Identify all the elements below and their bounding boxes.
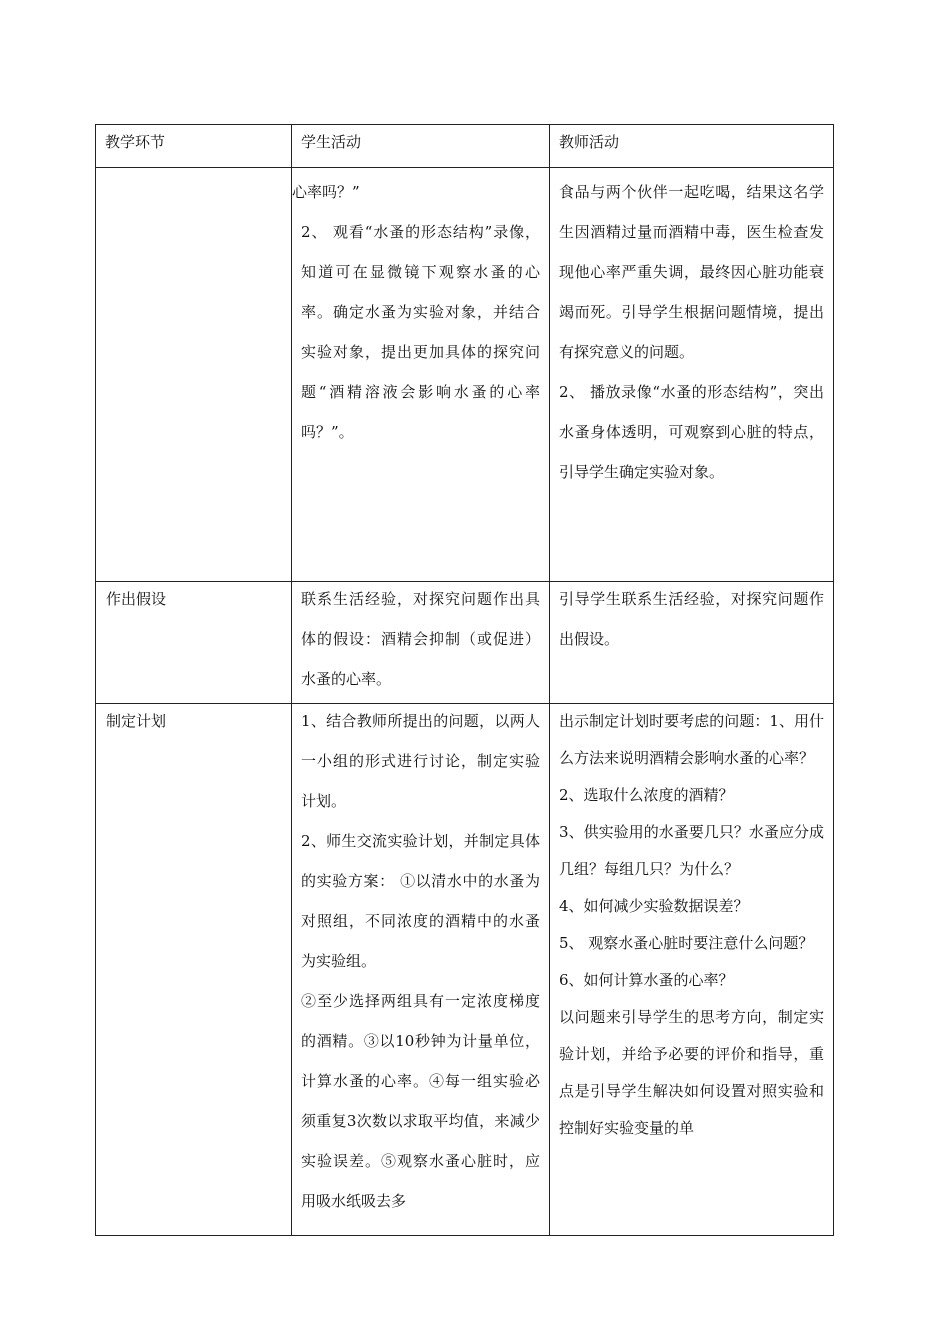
paragraph: 2、师生交流实验计划，并制定具体的实验方案： ①以清水中的水蚤为对照组，不同浓度的酒精中的水蚤为实验组。	[301, 832, 540, 970]
student-activity-cell	[292, 704, 550, 1236]
paragraph: 5、 观察水蚤心脏时要注意什么问题？	[559, 934, 814, 952]
phase-cell: 作出假设	[96, 582, 292, 704]
paragraph: 2、选取什么浓度的酒精？	[559, 786, 734, 804]
student-activity-cell	[292, 582, 550, 704]
paragraph: 食品与两个伙伴一起吃喝，结果这名学生因酒精过量而酒精中毒，医生检查发现他心率严重失调，最终因心脏功能衰竭而死。引导学生根据问题情境，提出有探究意义的问题。	[559, 183, 824, 361]
paragraph: 联系生活经验，对探究问题作出具体的假设：酒精会抑制（或促进）水蚤的心率。	[301, 590, 540, 688]
paragraph: 4、如何减少实验数据误差？	[559, 897, 749, 915]
table-row	[96, 704, 834, 1236]
table-row	[96, 582, 834, 704]
header-teacher-activity: 教师活动	[550, 125, 834, 168]
paragraph: 引导学生联系生活经验，对探究问题作出假设。	[559, 590, 824, 648]
lesson-plan-table	[95, 124, 834, 1236]
table-row	[96, 168, 834, 582]
header-phase: 教学环节	[96, 125, 292, 168]
paragraph: 3、供实验用的水蚤要几只？水蚤应分成几组？每组几只？为什么？	[559, 823, 824, 878]
teacher-activity-cell	[550, 582, 834, 704]
paragraph: 1、结合教师所提出的问题，以两人一小组的形式进行讨论，制定实验计划。	[301, 712, 540, 810]
paragraph: 2、 播放录像“水蚤的形态结构”，突出水蚤身体透明，可观察到心脏的特点，引导学生确定实验对象。	[559, 383, 824, 481]
table-header-row	[96, 125, 834, 168]
paragraph: 6、如何计算水蚤的心率？	[559, 971, 734, 989]
paragraph: 2、 观看“水蚤的形态结构”录像，知道可在显微镜下观察水蚤的心率。确定水蚤为实验对象，并结合实验对象，提出更加具体的探究问题“酒精溶液会影响水蚤的心率吗？”。	[301, 223, 540, 441]
phase-cell: 制定计划	[96, 704, 292, 1236]
paragraph: 以问题来引导学生的思考方向，制定实验计划，并给予必要的评价和指导，重点是引导学生解决如何设置对照实验和控制好实验变量的单	[559, 1008, 824, 1137]
phase-cell	[96, 168, 292, 582]
paragraph: 出示制定计划时要考虑的问题：1、用什么方法来说明酒精会影响水蚤的心率？	[559, 712, 824, 767]
student-activity-cell	[292, 168, 550, 582]
teacher-activity-cell	[550, 704, 834, 1236]
paragraph: 心率吗？”	[292, 183, 360, 201]
teacher-activity-cell	[550, 168, 834, 582]
paragraph: ②至少选择两组具有一定浓度梯度的酒精。③以10秒钟为计量单位，计算水蚤的心率。④每一组实验必须重复3次数以求取平均值，来减少实验误差。⑤观察水蚤心脏时，应用吸水纸吸去多	[301, 992, 540, 1210]
header-student-activity: 学生活动	[292, 125, 550, 168]
